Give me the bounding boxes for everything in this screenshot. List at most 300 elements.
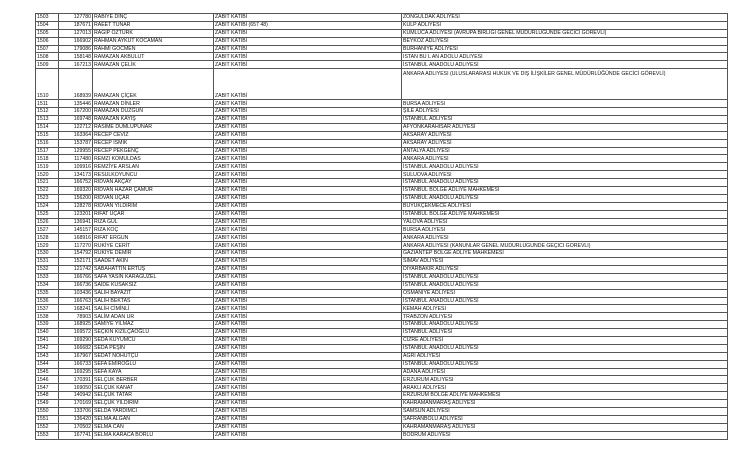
table-row: [36, 226, 728, 234]
table-row: [36, 352, 728, 360]
job-title: ZABIT KATİBİ: [214, 100, 402, 108]
assigned-court: İSTANBUL ANADOLU ADLIYESI: [402, 163, 728, 171]
assigned-court: AGRI ADLIYESI: [402, 352, 728, 360]
row-number: 1553: [36, 431, 59, 439]
row-number: 1545: [36, 368, 59, 376]
row-number: 1504: [36, 21, 59, 29]
table-row: [36, 258, 728, 266]
assigned-court: AKSARAY ADLIYESI: [402, 139, 728, 147]
table-row: [36, 179, 728, 187]
job-title: ZABIT KATİBİ: [214, 69, 402, 100]
row-number: 1503: [36, 14, 59, 22]
table-row: [36, 344, 728, 352]
job-title: ZABIT KATİBİ: [214, 407, 402, 415]
table-row: [36, 123, 728, 131]
assigned-court: İSTANBUL ADLIYESI: [402, 116, 728, 124]
registry-id: 136420: [59, 415, 93, 423]
person-name: RAMAZAN AKBULUT: [93, 53, 214, 61]
assigned-court: KULP ADLIYESI: [402, 21, 728, 29]
person-name: RIZA KOÇ: [93, 226, 214, 234]
table-row: [36, 163, 728, 171]
registry-id: 127013: [59, 29, 93, 37]
row-number: 1525: [36, 210, 59, 218]
row-number: 1539: [36, 321, 59, 329]
row-number: 1524: [36, 202, 59, 210]
assigned-court: ADANA ADLIYESI: [402, 368, 728, 376]
registry-id: 129955: [59, 147, 93, 155]
person-name: SELÇUK TATAR: [93, 392, 214, 400]
table-row: [36, 14, 728, 22]
job-title: ZABIT KATİBİ: [214, 400, 402, 408]
job-title: ZABIT KATİBİ: [214, 423, 402, 431]
person-name: RIDVAN YILDIRIM: [93, 202, 214, 210]
registry-id: 122712: [59, 123, 93, 131]
row-number: 1515: [36, 131, 59, 139]
assigned-court: KUMLUCA ADLIYESI (AVRUPA BIRLIGI GENEL MUDURLUGUNDE GECICI GOREVLI): [402, 29, 728, 37]
table-row: [36, 147, 728, 155]
table-row: [36, 155, 728, 163]
job-title: ZABIT KATİBİ: [214, 226, 402, 234]
assigned-court: İSTANBUL ANADOLU ADLIYESI: [402, 297, 728, 305]
job-title: ZABIT KATİBİ: [214, 376, 402, 384]
table-row: [36, 289, 728, 297]
row-number: 1526: [36, 218, 59, 226]
row-number: 1523: [36, 194, 59, 202]
person-name: SALİM ADAN UR: [93, 313, 214, 321]
assigned-court: İSTANBUL ANADOLU ADLIYESI: [402, 321, 728, 329]
row-number: 1522: [36, 187, 59, 195]
table-row: [36, 415, 728, 423]
row-number: 1551: [36, 415, 59, 423]
registry-id: 170502: [59, 423, 93, 431]
table-row: [36, 313, 728, 321]
person-name: REMZI KOMULDAS: [93, 155, 214, 163]
table-row: [36, 29, 728, 37]
person-name: SEDA KUYUMCU: [93, 336, 214, 344]
job-title: ZABIT KATİBİ: [214, 131, 402, 139]
assigned-court: ŞILE ADLIYESI: [402, 108, 728, 116]
table-row: [36, 100, 728, 108]
assigned-court: ANKARA ADLIYESI (ULUSLARARASI HUKUK VE DIŞ İLİŞKİLER GENEL MÜDÜRLÜĞÜNDE GECİCİ GÖREVLİ): [402, 69, 728, 100]
person-name: RAHMI GOCMEN: [93, 45, 214, 53]
person-name: SAİDE KUSAKSIZ: [93, 281, 214, 289]
row-number: 1544: [36, 360, 59, 368]
assigned-court: DİYARBAKIR ADLIYESI: [402, 265, 728, 273]
person-name: SEFA EMİROĞLU: [93, 360, 214, 368]
person-name: SAADET AKIN: [93, 258, 214, 266]
row-number: 1548: [36, 392, 59, 400]
row-number: 1540: [36, 329, 59, 337]
job-title: ZABIT KATİBİ: [214, 305, 402, 313]
assigned-court: İSTANBUL ANADOLU ADLIYESI: [402, 273, 728, 281]
registry-id: 166682: [59, 344, 93, 352]
table-row: [36, 376, 728, 384]
job-title: ZABIT KATİBİ: [214, 187, 402, 195]
row-number: 1508: [36, 53, 59, 61]
job-title: ZABIT KATİBİ: [214, 431, 402, 439]
person-name: RESULKOYUNCU: [93, 171, 214, 179]
job-title: ZABIT KATİBİ: [214, 147, 402, 155]
person-name: SELÇUK BERBER: [93, 376, 214, 384]
job-title: ZABIT KATİBİ: [214, 163, 402, 171]
person-name: SELÇUK KANAT: [93, 384, 214, 392]
job-title: ZABIT KATİBİ: [214, 37, 402, 45]
table-row: [36, 400, 728, 408]
person-name: RABİYE DİNÇ: [93, 14, 214, 22]
row-number: 1532: [36, 265, 59, 273]
registry-id: 153787: [59, 139, 93, 147]
table-row: [36, 37, 728, 45]
job-title: ZABIT KATİBİ: [214, 352, 402, 360]
job-title: ZABIT KATİBİ: [214, 171, 402, 179]
job-title: ZABIT KATİBİ: [214, 368, 402, 376]
table-row: [36, 194, 728, 202]
row-number: 1534: [36, 281, 59, 289]
assigned-court: BUYUKÇEKMECE ADLIYESI: [402, 202, 728, 210]
registry-id: 117480: [59, 155, 93, 163]
job-title: ZABIT KATİBİ: [214, 194, 402, 202]
assigned-court: YALOVA ADLIYESI: [402, 218, 728, 226]
person-name: SELÇUK YILDIRIM: [93, 400, 214, 408]
assigned-court: ZONGULDAK ADLIYESI: [402, 14, 728, 22]
row-number: 1527: [36, 226, 59, 234]
person-name: RAMAZAN DİNLER: [93, 100, 214, 108]
person-name: SAFA YASIN KARAGUZEL: [93, 273, 214, 281]
table-row: [36, 384, 728, 392]
row-number: 1535: [36, 289, 59, 297]
registry-id: 167213: [59, 61, 93, 69]
registry-id: 154792: [59, 250, 93, 258]
person-name: RAMAZAN KAYIŞ: [93, 116, 214, 124]
table-row: [36, 61, 728, 69]
row-number: 1537: [36, 305, 59, 313]
row-number: 1549: [36, 400, 59, 408]
registry-id: 123201: [59, 210, 93, 218]
row-number: 1528: [36, 234, 59, 242]
job-title: ZABIT KATİBİ: [214, 336, 402, 344]
table-row: [36, 297, 728, 305]
assigned-court: İSTANBUL ANADOLU ADLIYESI: [402, 344, 728, 352]
row-number: 1529: [36, 242, 59, 250]
person-name: SALİH BEKTAS: [93, 297, 214, 305]
registry-id: 166902: [59, 37, 93, 45]
assigned-court: ANKARA ADLIYESI: [402, 155, 728, 163]
assigned-court: ANTALYA ADLIYESI: [402, 147, 728, 155]
registry-id: 166736: [59, 281, 93, 289]
job-title: ZABIT KATİBİ: [214, 321, 402, 329]
job-title: ZABIT KATİBİ: [214, 29, 402, 37]
assigned-court: İSTANBUL BOLGE ADLIYE MAHKEMESI: [402, 210, 728, 218]
job-title: ZABIT KATİBİ: [214, 360, 402, 368]
job-title: ZABIT KATİBİ: [214, 329, 402, 337]
assigned-court: ERZURUM ADLIYESI: [402, 376, 728, 384]
table-row: [36, 423, 728, 431]
job-title: ZABIT KATİBİ: [214, 273, 402, 281]
assigned-court: İSTANBUL ANADOLU ADLIYESI: [402, 61, 728, 69]
registry-id: 170169: [59, 400, 93, 408]
registry-id: 117270: [59, 242, 93, 250]
row-number: 1542: [36, 344, 59, 352]
row-number: 1511: [36, 100, 59, 108]
person-name: RIFAT ERGUN: [93, 234, 214, 242]
assigned-court: SULUOVA ADLIYESI: [402, 171, 728, 179]
person-name: RIZA GÜL: [93, 218, 214, 226]
registry-id: 167967: [59, 352, 93, 360]
job-title: ZABIT KATİBİ: [214, 53, 402, 61]
table-row: [36, 234, 728, 242]
job-title: ZABIT KATİBİ: [214, 123, 402, 131]
job-title: ZABIT KATİBİ: [214, 61, 402, 69]
job-title: ZABIT KATİBİ: [214, 14, 402, 22]
personnel-table: [35, 13, 728, 440]
assigned-court: İSTANBUL BOLGE ADLIYE MAHKEMESI: [402, 187, 728, 195]
assigned-court: ERZURUM BOLGE ADLIYE MAHKEMESI: [402, 392, 728, 400]
person-name: RECEP ISMIK: [93, 139, 214, 147]
row-number: 1541: [36, 336, 59, 344]
person-name: SAMİYE YILMAZ: [93, 321, 214, 329]
assigned-court: SIMAV ADLIYESI: [402, 258, 728, 266]
registry-id: 78903: [59, 313, 93, 321]
job-title: ZABIT KATİBİ: [214, 45, 402, 53]
registry-id: 140942: [59, 392, 93, 400]
registry-id: 163364: [59, 131, 93, 139]
registry-id: 166752: [59, 179, 93, 187]
registry-id: 187671: [59, 21, 93, 29]
table-row: [36, 392, 728, 400]
row-number: 1533: [36, 273, 59, 281]
table-row: [36, 360, 728, 368]
assigned-court: GAZIANTEP BOLGE ADLIYE MAHKEMESI: [402, 250, 728, 258]
person-name: SELMA CAN: [93, 423, 214, 431]
registry-id: 169748: [59, 116, 93, 124]
table-row: [36, 139, 728, 147]
person-name: RAGIP ÖZTÜRK: [93, 29, 214, 37]
assigned-court: BODRUM ADLIYESI: [402, 431, 728, 439]
row-number: 1536: [36, 297, 59, 305]
person-name: RAMAZAN ÇELİK: [93, 61, 214, 69]
job-title: ZABIT KATİBİ: [214, 139, 402, 147]
table-row: [36, 407, 728, 415]
assigned-court: ANKARA ADLIYESI (KANUNLAR GENEL MUDURLUGUNDE GEÇICI GOREVLI): [402, 242, 728, 250]
table-row: [36, 21, 728, 29]
registry-id: 158148: [59, 53, 93, 61]
row-number: 1505: [36, 29, 59, 37]
row-number: 1509: [36, 61, 59, 69]
registry-id: 127780: [59, 14, 93, 22]
table-row: [36, 45, 728, 53]
registry-id: 166766: [59, 273, 93, 281]
assigned-court: KAHRAMANMARAŞ ADLIYESI: [402, 400, 728, 408]
row-number: 1510: [36, 69, 59, 100]
row-number: 1538: [36, 313, 59, 321]
row-number: 1521: [36, 179, 59, 187]
row-number: 1512: [36, 108, 59, 116]
job-title: ZABIT KATİBİ (657 48): [214, 21, 402, 29]
person-name: RIDVAN UÇAR: [93, 194, 214, 202]
assigned-court: İSTANBUL ADLIYESI: [402, 329, 728, 337]
table-row: [36, 108, 728, 116]
registry-id: 169572: [59, 329, 93, 337]
job-title: ZABIT KATİBİ: [214, 179, 402, 187]
job-title: ZABIT KATİBİ: [214, 242, 402, 250]
job-title: ZABIT KATİBİ: [214, 344, 402, 352]
job-title: ZABIT KATİBİ: [214, 289, 402, 297]
person-name: RIDVAN AKÇAY: [93, 179, 214, 187]
job-title: ZABIT KATİBİ: [214, 218, 402, 226]
job-title: ZABIT KATİBİ: [214, 281, 402, 289]
person-name: RASİME DUMLUPUNAR: [93, 123, 214, 131]
table-row: [36, 187, 728, 195]
assigned-court: BURHANIYE ADLIYESI: [402, 45, 728, 53]
job-title: ZABIT KATİBİ: [214, 392, 402, 400]
person-name: SEDA PEŞİN: [93, 344, 214, 352]
row-number: 1547: [36, 384, 59, 392]
job-title: ZABIT KATİBİ: [214, 155, 402, 163]
job-title: ZABIT KATİBİ: [214, 384, 402, 392]
assigned-court: SAFRANBOLU ADLIYESI: [402, 415, 728, 423]
registry-id: 179086: [59, 45, 93, 53]
table-row: [36, 281, 728, 289]
registry-id: 136941: [59, 218, 93, 226]
assigned-court: OSMANIYE ADLIYESI: [402, 289, 728, 297]
registry-id: 166733: [59, 360, 93, 368]
assigned-court: TRABZON ADLIYESI: [402, 313, 728, 321]
assigned-court: ANKARA ADLIYESI: [402, 234, 728, 242]
person-name: REMZİYE ARSLAN: [93, 163, 214, 171]
registry-id: 168241: [59, 305, 93, 313]
person-name: RECEP PEKGENÇ: [93, 147, 214, 155]
registry-id: 166763: [59, 297, 93, 305]
job-title: ZABIT KATİBİ: [214, 265, 402, 273]
row-number: 1531: [36, 258, 59, 266]
registry-id: 134173: [59, 171, 93, 179]
job-title: ZABIT KATİBİ: [214, 116, 402, 124]
job-title: ZABIT KATİBİ: [214, 415, 402, 423]
person-name: RUKİYE DEMİR: [93, 250, 214, 258]
person-name: RAEET TUNAR: [93, 21, 214, 29]
assigned-court: ISTAN BU L AN ADOLU ADLIYESI: [402, 53, 728, 61]
assigned-court: BEYKOZ ADLIYESI: [402, 37, 728, 45]
person-name: RAHMAN AYKUT KOCAMAN: [93, 37, 214, 45]
registry-id: 169290: [59, 336, 93, 344]
job-title: ZABIT KATİBİ: [214, 258, 402, 266]
registry-id: 133706: [59, 407, 93, 415]
table-row: [36, 305, 728, 313]
registry-id: 170391: [59, 376, 93, 384]
table-row: [36, 210, 728, 218]
person-name: RIDVAN HAZAR ÇAMUR: [93, 187, 214, 195]
assigned-court: SAMSUN ADLIYESI: [402, 407, 728, 415]
table-row: [36, 202, 728, 210]
person-name: SABAHATTİN ERTUŞ: [93, 265, 214, 273]
person-name: RAMAZAN ÇİÇEK: [93, 69, 214, 100]
registry-id: 109916: [59, 163, 93, 171]
table-row: [36, 171, 728, 179]
assigned-court: CİZRE ADLIYESI: [402, 336, 728, 344]
row-number: 1506: [36, 37, 59, 45]
person-name: RAMAZAN DUZGUN: [93, 108, 214, 116]
person-name: SALİH BAYAZIT: [93, 289, 214, 297]
table-body: [36, 14, 728, 440]
table-row: [36, 431, 728, 439]
table-row: [36, 368, 728, 376]
person-name: RUKİYE CERİT: [93, 242, 214, 250]
person-name: SELMA ALGAN: [93, 415, 214, 423]
person-name: SEFA KAYA: [93, 368, 214, 376]
assigned-court: İSTANBUL ANADOLU ADLIYESI: [402, 360, 728, 368]
registry-id: 168916: [59, 234, 93, 242]
assigned-court: KEMAH ADLIYESI: [402, 305, 728, 313]
job-title: ZABIT KATİBİ: [214, 250, 402, 258]
registry-id: 168925: [59, 321, 93, 329]
row-number: 1520: [36, 171, 59, 179]
row-number: 1513: [36, 116, 59, 124]
row-number: 1546: [36, 376, 59, 384]
job-title: ZABIT KATİBİ: [214, 313, 402, 321]
row-number: 1552: [36, 423, 59, 431]
job-title: ZABIT KATİBİ: [214, 108, 402, 116]
table-row: [36, 69, 728, 100]
assigned-court: İSTANBUL ANADOLU ADLIYESI: [402, 281, 728, 289]
row-number: 1543: [36, 352, 59, 360]
table-row: [36, 273, 728, 281]
job-title: ZABIT KATİBİ: [214, 210, 402, 218]
row-number: 1517: [36, 147, 59, 155]
registry-id: 128278: [59, 202, 93, 210]
person-name: SELDA YARDIMCI: [93, 407, 214, 415]
table-row: [36, 131, 728, 139]
table-row: [36, 218, 728, 226]
assigned-court: İSTANBUL ANADOLU ADLIYESI: [402, 179, 728, 187]
registry-id: 169050: [59, 384, 93, 392]
person-name: SELMA KARACA BORLU: [93, 431, 214, 439]
registry-id: 168939: [59, 69, 93, 100]
registry-id: 169295: [59, 368, 93, 376]
assigned-court: AKSARAY ADLIYESI: [402, 131, 728, 139]
row-number: 1514: [36, 123, 59, 131]
table-row: [36, 336, 728, 344]
row-number: 1518: [36, 155, 59, 163]
assigned-court: AFYONKARAHISAR ADLIYESI: [402, 123, 728, 131]
assigned-court: KAHRAMANMARAŞ ADLIYESI: [402, 423, 728, 431]
table-row: [36, 242, 728, 250]
registry-id: 135446: [59, 100, 93, 108]
row-number: 1550: [36, 407, 59, 415]
registry-id: 103436: [59, 289, 93, 297]
person-name: SEDAT NOHUTÇU: [93, 352, 214, 360]
person-name: SALİH CİMİNLİ: [93, 305, 214, 313]
registry-id: 167741: [59, 431, 93, 439]
registry-id: 121742: [59, 265, 93, 273]
assigned-court: BURSA ADLIYESI: [402, 226, 728, 234]
assigned-court: BURSA ADLIYESI: [402, 100, 728, 108]
assigned-court: ARAKLI ADLIYESI: [402, 384, 728, 392]
row-number: 1507: [36, 45, 59, 53]
person-name: RECEP CEVİZ: [93, 131, 214, 139]
registry-id: 156200: [59, 194, 93, 202]
table-row: [36, 250, 728, 258]
table-row: [36, 321, 728, 329]
registry-id: 169320: [59, 187, 93, 195]
table-row: [36, 53, 728, 61]
table-row: [36, 329, 728, 337]
job-title: ZABIT KATİBİ: [214, 202, 402, 210]
job-title: ZABIT KATİBİ: [214, 234, 402, 242]
row-number: 1516: [36, 139, 59, 147]
registry-id: 145157: [59, 226, 93, 234]
row-number: 1519: [36, 163, 59, 171]
registry-id: 152171: [59, 258, 93, 266]
